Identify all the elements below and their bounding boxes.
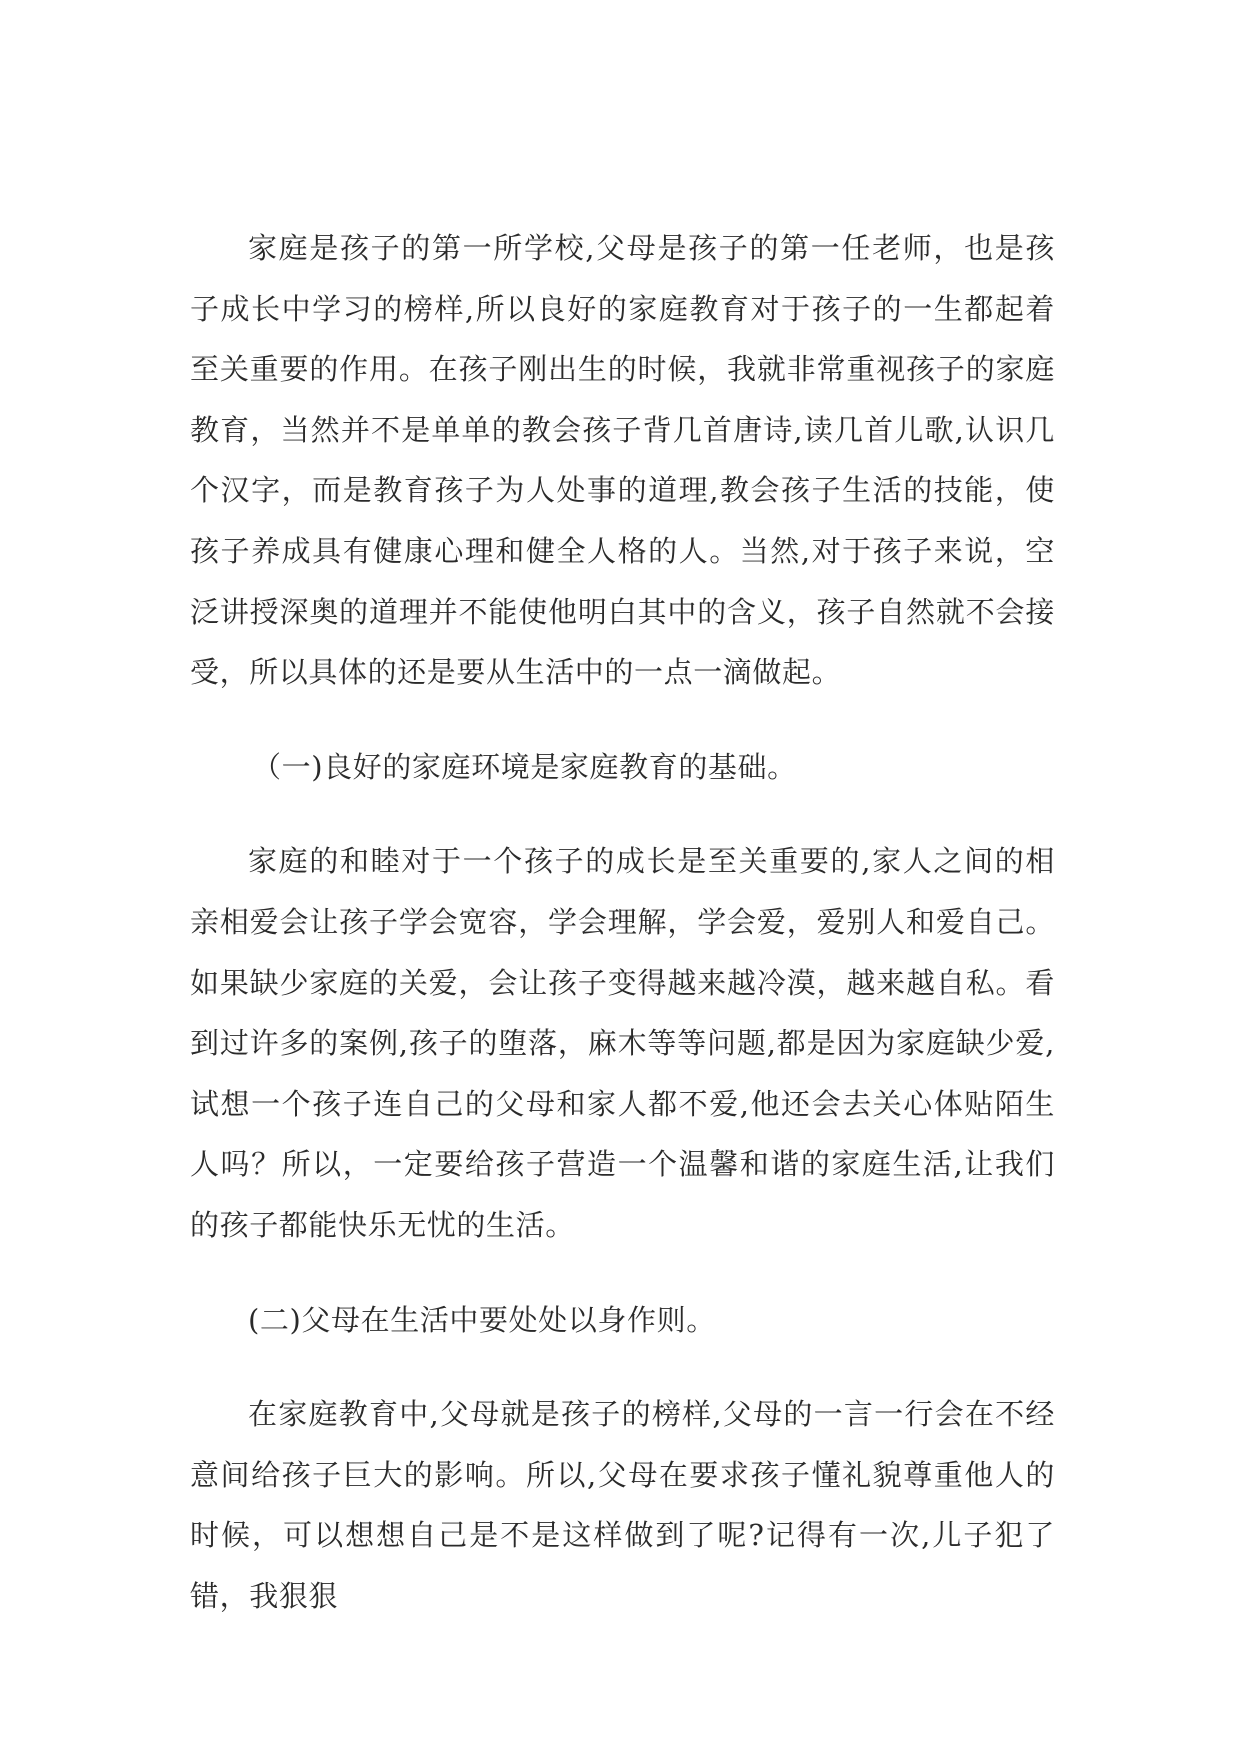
intro-paragraph: 家庭是孩子的第一所学校,父母是孩子的第一任老师，也是孩子成长中学习的榜样,所以良好的家庭教育对于孩子的一生都起着至关重要的作用。在孩子刚出生的时候，我就非常重视孩子的家庭教育，当然并不是单单的教会孩子背几首唐诗,读几首儿歌,认识几个汉字，而是教育孩子为人处事的道理,教会孩子生活的技能，使孩子养成具有健康心理和健全人格的人。当然,对于孩子来说，空泛讲授深奥的道理并不能使他明白其中的含义，孩子自然就不会接受，所以具体的还是要从生活中的一点一滴做起。: [190, 231, 1055, 690]
section-heading-1: （一)良好的家庭环境是家庭教育的基础。: [252, 749, 797, 784]
section-heading-2: (二)父母在生活中要处处以身作则。: [248, 1302, 716, 1337]
section-1-paragraph: 家庭的和睦对于一个孩子的成长是至关重要的,家人之间的相亲相爱会让孩子学会宽容，学会理解，学会爱，爱别人和爱自己。如果缺少家庭的关爱，会让孩子变得越来越冷漠，越来越自私。看到过许多的案例,孩子的堕落，麻木等等问题,都是因为家庭缺少爱,试想一个孩子连自己的父母和家人都不爱,他还会去关心体贴陌生人吗？所以，一定要给孩子营造一个温馨和谐的家庭生活,让我们的孩子都能快乐无忧的生活。: [190, 844, 1055, 1242]
document-body: [190, 218, 1055, 1626]
section-2-paragraph: 在家庭教育中,父母就是孩子的榜样,父母的一言一行会在不经意间给孩子巨大的影响。所以,父母在要求孩子懂礼貌尊重他人的时候，可以想想自己是不是这样做到了呢?记得有一次,儿子犯了错，我狠狠: [190, 1397, 1055, 1613]
